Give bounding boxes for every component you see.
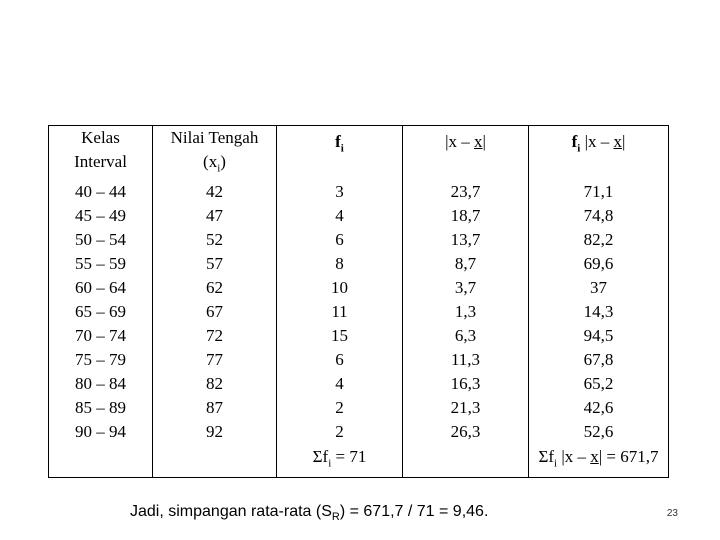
header-dev-prefix: |x – [445,132,474,151]
cell-fi: 11 [277,300,403,324]
cell-fi: 15 [277,324,403,348]
cell-fi: 4 [277,372,403,396]
cell-nilai-tengah: 87 [153,396,277,420]
header-nilai-line2-open: (x [203,152,218,171]
cell-deviation: 21,3 [403,396,529,420]
cell-fi-deviation: 69,6 [529,252,669,276]
sum-fi-prefix: Σf [312,447,329,467]
cell-nilai-tengah: 57 [153,252,277,276]
table-row [49,348,669,372]
table-row [49,420,669,444]
cell-fi-deviation: 65,2 [529,372,669,396]
cell-deviation: 26,3 [403,420,529,444]
conclusion-text [130,503,488,523]
frequency-table [48,125,669,478]
cell-fi-deviation: 42,6 [529,396,669,420]
header-kelas-line1: Kelas [81,128,120,147]
cell-deviation: 23,7 [403,180,529,204]
cell-kelas: 40 – 44 [49,180,153,204]
sum-fdev-mid: |x – [557,447,591,467]
sum-fdev-mean: x [590,447,599,467]
footer-empty-dev [403,444,529,477]
cell-kelas: 45 – 49 [49,204,153,228]
header-dev-suffix: | [482,132,486,151]
header-fi-main: f [335,132,341,151]
cell-fi-deviation: 71,1 [529,180,669,204]
cell-deviation: 18,7 [403,204,529,228]
cell-kelas: 60 – 64 [49,276,153,300]
page-number: 23 [666,508,678,519]
header-nilai-line2-close: ) [220,152,226,171]
header-fdev-f: f [571,132,578,151]
header-fdev-suffix: | [621,132,626,151]
cell-fi: 2 [277,420,403,444]
cell-kelas: 70 – 74 [49,324,153,348]
cell-fi: 4 [277,204,403,228]
header-dev-mean: x [474,132,483,151]
cell-fi-deviation: 52,6 [529,420,669,444]
cell-kelas: 65 – 69 [49,300,153,324]
cell-fi: 6 [277,348,403,372]
sum-fi-sub: i [328,457,332,470]
table-row [49,276,669,300]
table-footer-row [49,444,669,477]
conclusion-prefix: Jadi, simpangan rata-rata (S [130,503,332,520]
cell-deviation: 6,3 [403,324,529,348]
cell-nilai-tengah: 47 [153,204,277,228]
sum-fi-suffix: = 71 [331,447,367,467]
cell-fi: 6 [277,228,403,252]
cell-fi: 10 [277,276,403,300]
cell-kelas: 55 – 59 [49,252,153,276]
cell-kelas: 75 – 79 [49,348,153,372]
sum-fdev-prefix: Σf [538,447,555,467]
cell-nilai-tengah: 42 [153,180,277,204]
cell-kelas: 50 – 54 [49,228,153,252]
header-deviation [403,126,529,181]
cell-deviation: 8,7 [403,252,529,276]
cell-fi-deviation: 74,8 [529,204,669,228]
header-nilai-line1: Nilai Tengah [170,128,259,147]
table-header-row [49,126,669,181]
cell-kelas: 80 – 84 [49,372,153,396]
table-row [49,396,669,420]
table-row [49,252,669,276]
header-fdev-mean: x [613,132,622,151]
cell-fi-deviation: 14,3 [529,300,669,324]
header-nilai-tengah [153,126,277,181]
cell-deviation: 11,3 [403,348,529,372]
sum-fdev-sub: i [554,457,558,470]
cell-deviation: 3,7 [403,276,529,300]
header-nilai-sub: i [217,162,221,175]
cell-deviation: 16,3 [403,372,529,396]
cell-nilai-tengah: 67 [153,300,277,324]
header-fi-sub: i [340,142,344,155]
cell-fi-deviation: 82,2 [529,228,669,252]
sum-fi-deviation [529,444,669,477]
cell-kelas: 85 – 89 [49,396,153,420]
header-fi-deviation [529,126,669,181]
cell-fi: 3 [277,180,403,204]
conclusion-sub: R [331,511,340,524]
cell-fi-deviation: 94,5 [529,324,669,348]
cell-deviation: 13,7 [403,228,529,252]
cell-nilai-tengah: 82 [153,372,277,396]
cell-nilai-tengah: 62 [153,276,277,300]
table-row [49,180,669,204]
table-row [49,204,669,228]
sum-fi [277,444,403,477]
header-kelas-interval [49,126,153,181]
cell-nilai-tengah: 77 [153,348,277,372]
cell-kelas: 90 – 94 [49,420,153,444]
table-row [49,372,669,396]
cell-fi-deviation: 37 [529,276,669,300]
header-fdev-sub: i [577,142,581,155]
cell-fi: 2 [277,396,403,420]
cell-deviation: 1,3 [403,300,529,324]
table-row [49,228,669,252]
sum-fdev-suffix: | = 671,7 [598,447,659,467]
cell-fi: 8 [277,252,403,276]
table-row [49,300,669,324]
table-body [49,180,669,444]
footer-empty-nilai [153,444,277,477]
conclusion-suffix: ) = 671,7 / 71 = 9,46. [339,503,489,520]
table-row [49,324,669,348]
cell-fi-deviation: 67,8 [529,348,669,372]
cell-nilai-tengah: 52 [153,228,277,252]
header-kelas-line2: Interval [74,152,127,171]
footer-empty-kelas [49,444,153,477]
header-fdev-mid: |x – [580,132,614,151]
cell-nilai-tengah: 72 [153,324,277,348]
cell-nilai-tengah: 92 [153,420,277,444]
header-fi [277,126,403,181]
